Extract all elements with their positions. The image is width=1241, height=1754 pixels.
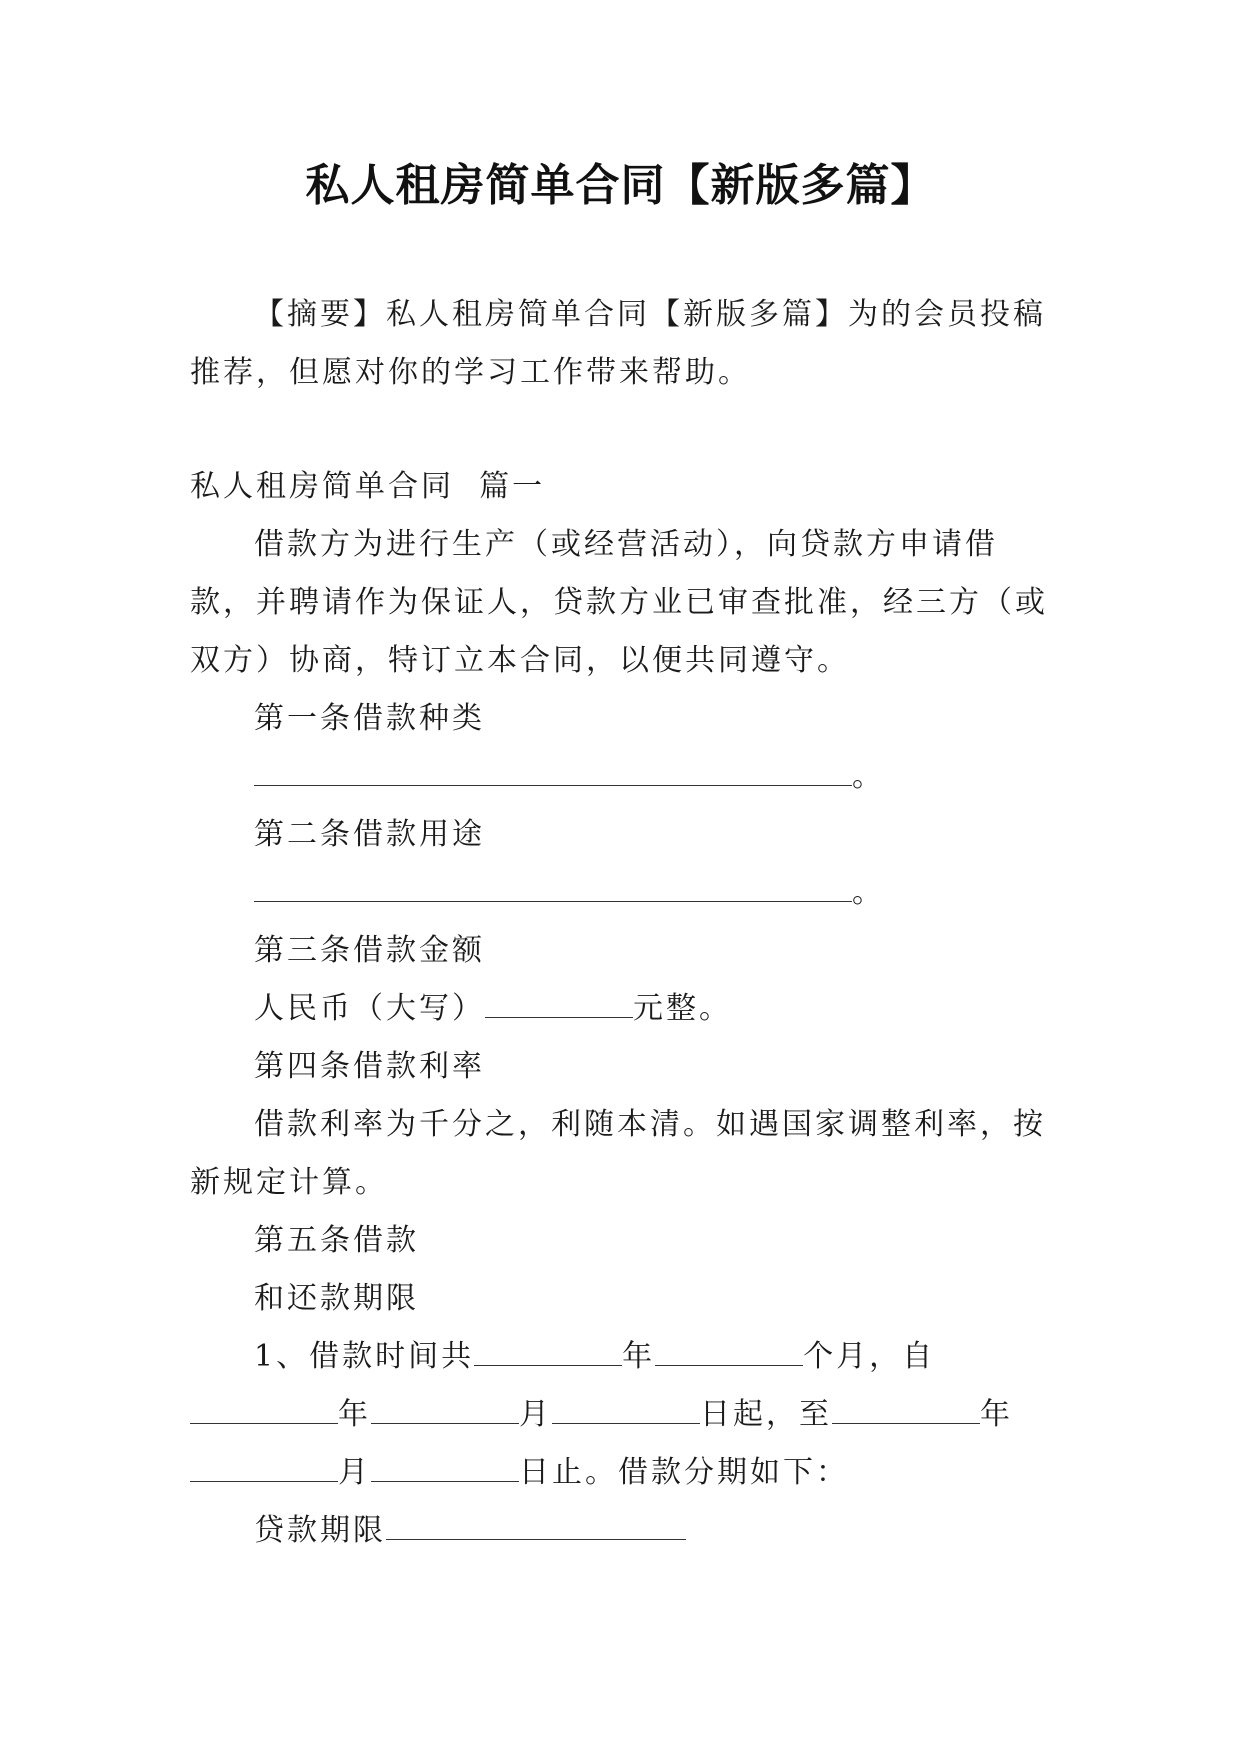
- term-to-month: 月: [338, 1455, 371, 1490]
- fill-in-blank[interactable]: [386, 1515, 686, 1540]
- fill-in-blank[interactable]: [832, 1399, 980, 1424]
- term-year: 年: [622, 1339, 656, 1374]
- article-2-end: 。: [852, 875, 885, 910]
- article-4-title: 第四条借款利率: [254, 1049, 485, 1084]
- fill-in-blank[interactable]: [190, 1399, 338, 1424]
- fill-in-blank[interactable]: [655, 1341, 803, 1366]
- loan-period-label: 贷款期限: [254, 1513, 386, 1548]
- article-2-title: 第二条借款用途: [254, 817, 485, 852]
- article-1-title: 第一条借款种类: [254, 701, 485, 736]
- fill-in-blank[interactable]: [474, 1341, 622, 1366]
- contract-body: [190, 458, 1050, 1560]
- term-day-to: 日止。借款分期如下：: [519, 1455, 849, 1490]
- article-3-title: 第三条借款金额: [254, 933, 485, 968]
- article-1-end: 。: [852, 759, 885, 794]
- article-2-blank-line: [190, 864, 1050, 922]
- article-5-title-cont: 和还款期限: [254, 1281, 419, 1316]
- abstract-block: [190, 286, 1050, 402]
- term-day-from: 日起，至: [700, 1397, 832, 1432]
- term-label: 1、借款时间共: [254, 1339, 475, 1374]
- amount-prefix: 人民币（大写）: [254, 991, 485, 1026]
- abstract-paragraph: 【摘要】私人租房简单合同【新版多篇】为的会员投稿推荐，但愿对你的学习工作带来帮助。: [190, 297, 1046, 390]
- fill-in-blank[interactable]: [371, 1399, 519, 1424]
- fill-in-blank[interactable]: [254, 877, 852, 902]
- amount-suffix: 元整。: [633, 991, 732, 1026]
- term-from-year: 年: [338, 1397, 371, 1432]
- term-from-month: 月: [519, 1397, 552, 1432]
- fill-in-blank[interactable]: [552, 1399, 700, 1424]
- fill-in-blank[interactable]: [485, 993, 633, 1018]
- article-4-text: 借款利率为千分之，利随本清。如遇国家调整利率，按新规定计算。: [190, 1107, 1046, 1200]
- section-heading: 私人租房简单合同 篇一: [190, 469, 546, 504]
- article-3-amount-line: [190, 980, 1050, 1038]
- fill-in-blank[interactable]: [371, 1457, 519, 1482]
- loan-term-paragraph: [190, 1328, 1050, 1502]
- intro-paragraph: 借款方为进行生产（或经营活动），向贷款方申请借款，并聘请作为保证人，贷款方业已审查批准，经三方（或双方）协商，特订立本合同，以便共同遵守。: [190, 527, 1048, 678]
- loan-period-line: [190, 1502, 1050, 1560]
- page-title: 私人租房简单合同【新版多篇】: [305, 160, 936, 211]
- fill-in-blank[interactable]: [254, 761, 852, 786]
- fill-in-blank[interactable]: [190, 1457, 338, 1482]
- article-5-title: 第五条借款: [254, 1223, 419, 1258]
- article-1-blank-line: [190, 748, 1050, 806]
- term-month-count: 个月，自: [803, 1339, 936, 1374]
- term-to-year: 年: [980, 1397, 1013, 1432]
